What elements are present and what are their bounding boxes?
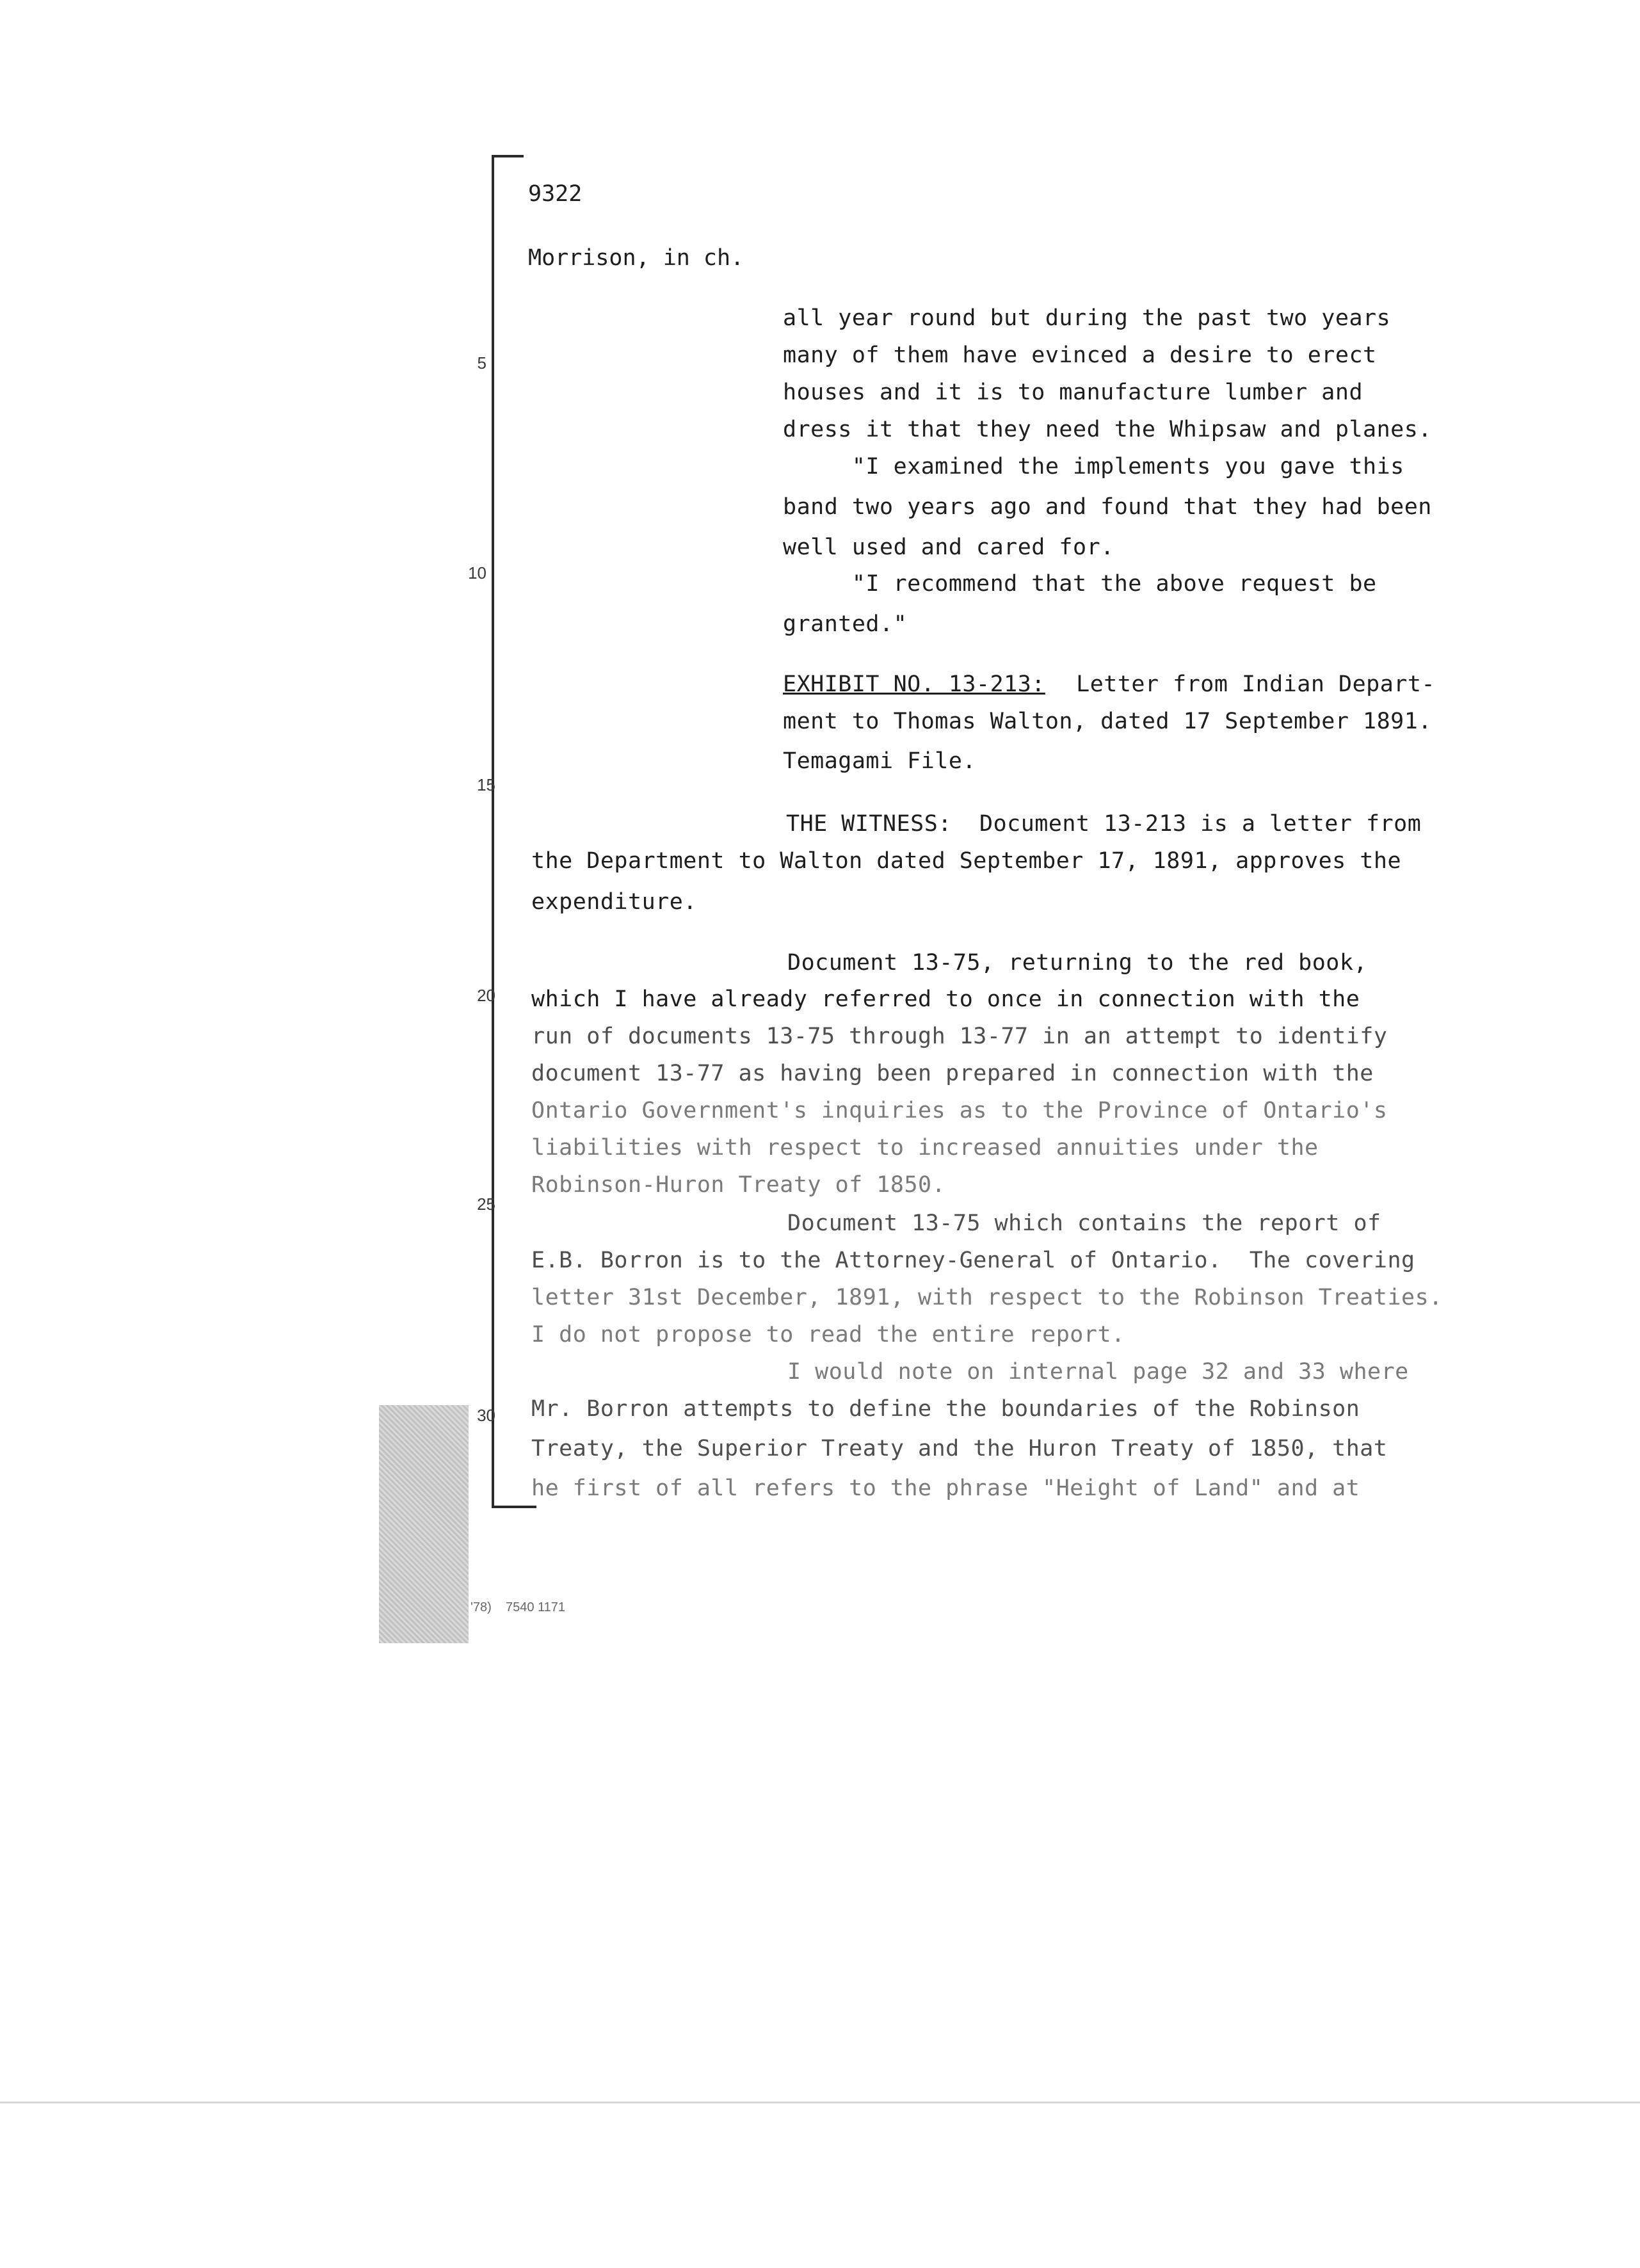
text-line: all year round but during the past two years [783, 305, 1391, 331]
line-number-20: 20 [477, 986, 495, 1005]
line-number-30: 30 [477, 1406, 495, 1425]
margin-rule [492, 155, 494, 1507]
text-line: I would note on internal page 32 and 33 where [787, 1359, 1409, 1385]
speaker-header: Morrison, in ch. [528, 245, 744, 271]
text-line: Treaty, the Superior Treaty and the Huron Treaty of 1850, that [531, 1436, 1388, 1461]
text-line: "I recommend that the above request be [783, 571, 1377, 597]
exhibit-label: EXHIBIT NO. 13-213: [783, 672, 1045, 697]
text-line: well used and cared for. [783, 535, 1114, 560]
form-code: '78) 7540 1171 [470, 1600, 566, 1614]
text-line: E.B. Borron is to the Attorney-General of Ontario. The covering [531, 1248, 1415, 1273]
text-line: I do not propose to read the entire report. [531, 1322, 1125, 1347]
text-line: band two years ago and found that they had been [783, 494, 1432, 520]
text-line: Temagami File. [783, 748, 977, 774]
text-line: Robinson-Huron Treaty of 1850. [531, 1172, 946, 1198]
text-line: houses and it is to manufacture lumber and [783, 380, 1363, 405]
line-number-25: 25 [477, 1194, 495, 1214]
text-line: granted." [783, 611, 908, 637]
text-line: letter 31st December, 1891, with respect to the Robinson Treaties. [531, 1285, 1443, 1310]
text-line: he first of all refers to the phrase "Height of Land" and at [531, 1476, 1360, 1501]
line-number-10: 10 [468, 563, 486, 583]
text-line: Document 13-75 which contains the report of [787, 1210, 1381, 1236]
text-line: Letter from Indian Depart- [1049, 672, 1436, 697]
text-line: the Department to Walton dated September 17, 1891, approves the [531, 848, 1402, 874]
text-line: which I have already referred to once in connection with the [531, 986, 1360, 1012]
text-line: liabilities with respect to increased annuities under the [531, 1135, 1319, 1161]
margin-rule-bottom [492, 1506, 536, 1508]
scanned-gray-patch [379, 1405, 469, 1643]
text-line: Document 13-75, returning to the red book, [787, 950, 1368, 976]
text-line: "I examined the implements you gave this [783, 454, 1404, 479]
text-line: many of them have evinced a desire to erect [783, 342, 1377, 368]
text-line: expenditure. [531, 889, 697, 915]
text-line: run of documents 13-75 through 13-77 in an attempt to identify [531, 1024, 1388, 1049]
text-line: Mr. Borron attempts to define the boundaries of the Robinson [531, 1396, 1360, 1422]
text-line: document 13-77 as having been prepared in connection with the [531, 1061, 1374, 1086]
line-number-15: 15 [477, 775, 495, 794]
text-line: ment to Thomas Walton, dated 17 September 1891. [783, 709, 1432, 734]
page-number: 9322 [528, 181, 583, 207]
text-line: THE WITNESS: Document 13-213 is a letter from [786, 811, 1422, 837]
text-line: Ontario Government's inquiries as to the Province of Ontario's [531, 1098, 1388, 1123]
text-line: dress it that they need the Whipsaw and planes. [783, 417, 1432, 442]
margin-rule-top [492, 155, 524, 157]
line-number-5: 5 [477, 353, 486, 373]
scan-edge [0, 2102, 1640, 2103]
